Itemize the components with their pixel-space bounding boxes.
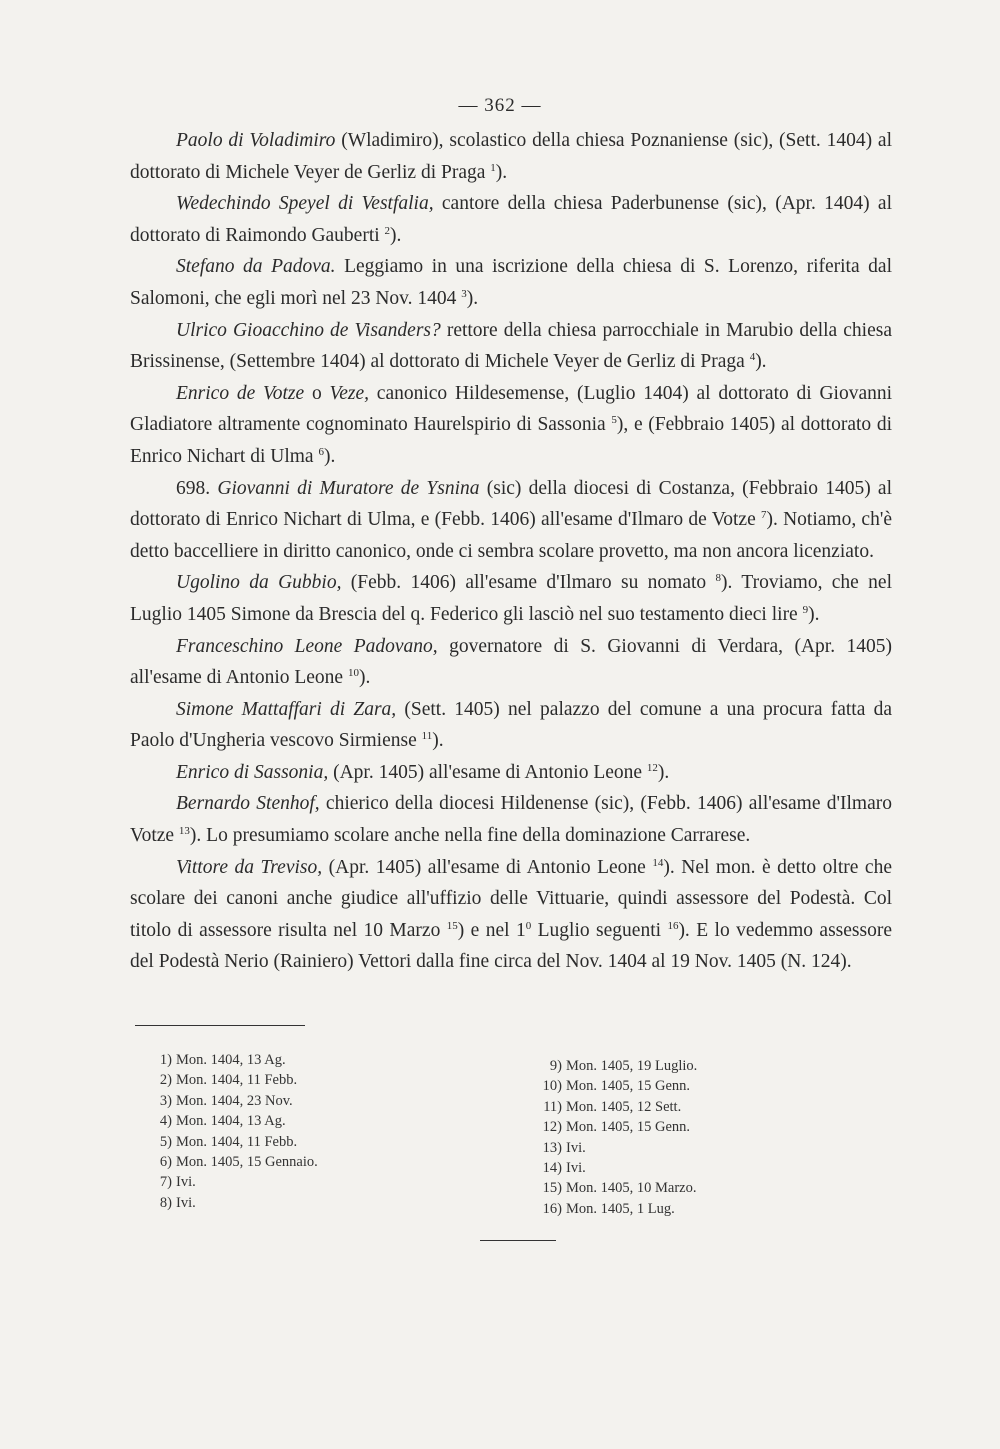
paragraph <box>130 125 892 188</box>
footnote-text: Ivi. <box>566 1139 586 1156</box>
footnote-ref: 13 <box>178 825 190 838</box>
footnote-text: Mon. 1405, 12 Sett. <box>566 1098 682 1115</box>
footnote <box>540 1199 697 1219</box>
footnote-text: Mon. 1405, 15 Genn. <box>566 1078 691 1095</box>
name-italic: Giovanni di Muratore de Ysnina <box>217 477 480 499</box>
footnote-ref: 7 <box>760 509 767 522</box>
text-run: ). <box>390 224 402 246</box>
name-italic: Ugolino da Gubbio, <box>176 572 342 594</box>
footnote-ref: 11 <box>421 730 433 743</box>
text-run: ). <box>358 667 371 689</box>
footnote-ref: 1 <box>490 161 496 174</box>
footnote-number: 2) <box>159 1072 172 1089</box>
text-run: 698. <box>176 477 218 499</box>
text-run: (Apr. 1405) all'esame di Antonio Leone <box>322 856 653 878</box>
name-italic: Bernardo Stenhof, <box>176 793 320 815</box>
paragraph <box>130 251 892 314</box>
footnote-number: 8) <box>159 1194 172 1211</box>
footnote-number: 13) <box>542 1139 562 1156</box>
footnote-ref: 5 <box>611 414 617 427</box>
name-italic: Paolo di Voladimiro <box>176 130 336 151</box>
footnote-text: Mon. 1405, 15 Genn. <box>566 1119 691 1136</box>
name-italic: Enrico de Votze <box>176 382 305 404</box>
text-run: ). Notiamo, ch'è detto baccelliere in diritto canonico, onde ci sembra scolare provetto, ma non ancora licenziato. <box>130 509 893 562</box>
paragraph <box>130 567 892 630</box>
name-italic: Simone Mattaffari di Zara, <box>176 698 397 720</box>
footnote <box>540 1178 697 1198</box>
footnote-number: 5) <box>159 1133 172 1150</box>
text-run: ) e nel 1 <box>457 919 526 941</box>
footnote-number: 4) <box>159 1113 172 1130</box>
text-run: ). <box>323 445 336 467</box>
text-run: ). <box>755 351 767 373</box>
name-italic: Ulrico Gioacchino de Visanders? <box>176 319 441 341</box>
text-run: ). <box>466 287 479 309</box>
footnote-number: 16) <box>542 1200 562 1217</box>
footnote-text: Mon. 1405, 15 Gennaio. <box>176 1154 318 1171</box>
text-run: Luglio seguenti <box>531 919 668 941</box>
text-run: o <box>304 382 330 404</box>
footnote-text: Mon. 1404, 13 Ag. <box>176 1052 286 1068</box>
text-run: Leggiamo in una iscrizione della chiesa di S. Lorenzo, riferita dal Salomoni, che egli morì nel 23 Nov. 1404 <box>130 256 892 309</box>
text-run: canonico Hildesemense, (Luglio 1404) al dottorato di Giovanni Gladiatore altramente cognominato Haurelspirio di Sassonia <box>130 382 893 436</box>
footnote-text: Ivi. <box>176 1174 196 1191</box>
footnote-number: 7) <box>159 1174 172 1191</box>
footnote-text: Mon. 1404, 11 Febb. <box>176 1133 298 1150</box>
footnote <box>150 1091 318 1111</box>
footnote-number: 12) <box>542 1119 562 1136</box>
paragraph <box>130 788 892 851</box>
name-italic: Wedechindo Speyel di Vestfalia, <box>176 193 434 215</box>
footnote-number: 14) <box>542 1160 562 1177</box>
footnote <box>540 1117 697 1137</box>
text-run: (Sett. 1405) nel palazzo del comune a una procura fatta da Paolo d'Ungheria vescovo Sirmiense <box>130 698 892 752</box>
footnote-text: Mon. 1404, 23 Nov. <box>176 1092 293 1109</box>
footnote-number: 1) <box>159 1052 172 1068</box>
paragraph <box>130 315 892 378</box>
footnote-text: Mon. 1404, 11 Febb. <box>176 1072 298 1089</box>
footnote <box>150 1070 318 1090</box>
name-italic: Enrico di Sassonia, <box>176 761 329 783</box>
text-run: (Wladimiro), scolastico della chiesa Poznaniense (sic), (Sett. 1404) al dottorato di Michele Veyer de Gerliz di Praga <box>130 130 892 183</box>
footnotes-left-column <box>150 1050 318 1213</box>
footnote <box>150 1050 318 1070</box>
text-run: (sic) della diocesi di Costanza, (Febbraio 1405) al dottorato di Enrico Nichart di Ulma, e (Febb. 1406) all'esame d'Ilmaro de Votze <box>130 477 892 531</box>
footnote-ref: 14 <box>652 856 664 869</box>
footnote-number: 9) <box>549 1058 562 1074</box>
text-run: ). E lo vedemmo assessore del Podestà Nerio (Rainiero) Vettori dalla fine circa del Nov. 1404 al 19 Nov. 1405 (N. 124). <box>130 919 892 973</box>
main-text <box>130 125 892 978</box>
footnotes-right-column <box>540 1056 697 1219</box>
footnote-text: Ivi. <box>566 1160 586 1177</box>
text-run: ). Troviamo, che nel Luglio 1405 Simone da Brescia del q. Federico gli lasciò nel suo testamento dieci lire <box>130 572 892 625</box>
footnote <box>150 1111 318 1131</box>
footnote-text: Ivi. <box>176 1194 196 1211</box>
footnote-text: Mon. 1405, 1 Lug. <box>566 1200 675 1217</box>
footnote-ref: 10 <box>347 667 359 680</box>
footnote <box>540 1138 697 1158</box>
footnote-text: Mon. 1404, 13 Ag. <box>176 1113 286 1130</box>
footnote-text: Mon. 1405, 19 Luglio. <box>566 1058 698 1074</box>
footnote-ref: 16 <box>667 919 679 932</box>
footnote <box>540 1158 697 1178</box>
name-italic: Stefano da Padova. <box>176 256 336 278</box>
footnote <box>540 1076 697 1096</box>
footnote-ref: 2 <box>384 224 391 237</box>
text-run: governatore di S. Giovanni di Verdara, (Apr. 1405) all'esame di Antonio Leone <box>130 635 892 689</box>
footnote-number: 6) <box>159 1154 172 1171</box>
footnote-ref: 3 <box>461 287 467 300</box>
paragraph <box>130 852 892 978</box>
end-rule <box>480 1240 556 1241</box>
text-run: ). <box>808 603 820 625</box>
footnote-ref: 9 <box>802 603 809 616</box>
text-run: ). <box>495 161 508 183</box>
footnote-number: 15) <box>542 1180 562 1197</box>
footnote <box>540 1056 697 1076</box>
page-number: — 362 — <box>458 95 542 116</box>
paragraph <box>130 694 892 757</box>
footnote-ref: 4 <box>749 351 756 364</box>
footnote-ref: 6 <box>318 445 324 458</box>
text-run: ), e (Febbraio 1405) al dottorato di Enrico Nichart di Ulma <box>130 414 892 467</box>
text-run: (Apr. 1405) all'esame di Antonio Leone <box>328 761 647 783</box>
footnote-number: 10) <box>542 1078 562 1095</box>
footnote-text: Mon. 1405, 10 Marzo. <box>566 1180 697 1197</box>
footnote-ref: 8 <box>715 572 721 585</box>
text-run: ). Lo presumiamo scolare anche nella fine della dominazione Carrarese. <box>189 825 751 847</box>
footnote-ref: 15 <box>446 919 458 932</box>
footnote-ref: 0 <box>525 919 532 932</box>
footnote-number: 3) <box>159 1092 172 1109</box>
text-run: rettore della chiesa parrocchiale in Marubio della chiesa Brissinense, (Settembre 1404) al dottorato di Michele Veyer de Gerliz di Praga <box>130 319 892 373</box>
text-run: ). <box>432 730 444 752</box>
footnote <box>540 1097 697 1117</box>
name-italic: Vittore da Treviso, <box>176 856 323 878</box>
footnote-separator <box>135 1025 305 1026</box>
paragraph <box>130 473 892 568</box>
paragraph <box>130 757 892 789</box>
text-run: ). <box>657 761 670 783</box>
name-italic: Veze, <box>329 382 370 404</box>
footnote-ref: 12 <box>646 761 658 774</box>
footnote <box>150 1152 318 1172</box>
footnote <box>150 1172 318 1192</box>
text-run: ). Nel mon. è detto oltre che scolare dei canoni anche giudice all'uffizio delle Vittuarie, quindi assessore del Podestà. Col titolo di assessore risulta nel 10 Marzo <box>130 856 892 941</box>
footnote <box>150 1132 318 1152</box>
text-run: chierico della diocesi Hildenense (sic), (Febb. 1406) all'esame d'Ilmaro Votze <box>130 793 893 847</box>
text-run: (Febb. 1406) all'esame d'Ilmaro su nomato <box>341 572 716 594</box>
footnote-number: 11) <box>543 1098 562 1115</box>
paragraph <box>130 188 892 251</box>
paragraph <box>130 631 892 694</box>
footnote <box>150 1193 318 1213</box>
text-run: cantore della chiesa Paderbunense (sic), (Apr. 1404) al dottorato di Raimondo Gauberti <box>130 193 893 246</box>
paragraph <box>130 378 892 473</box>
name-italic: Franceschino Leone Padovano, <box>176 635 438 657</box>
